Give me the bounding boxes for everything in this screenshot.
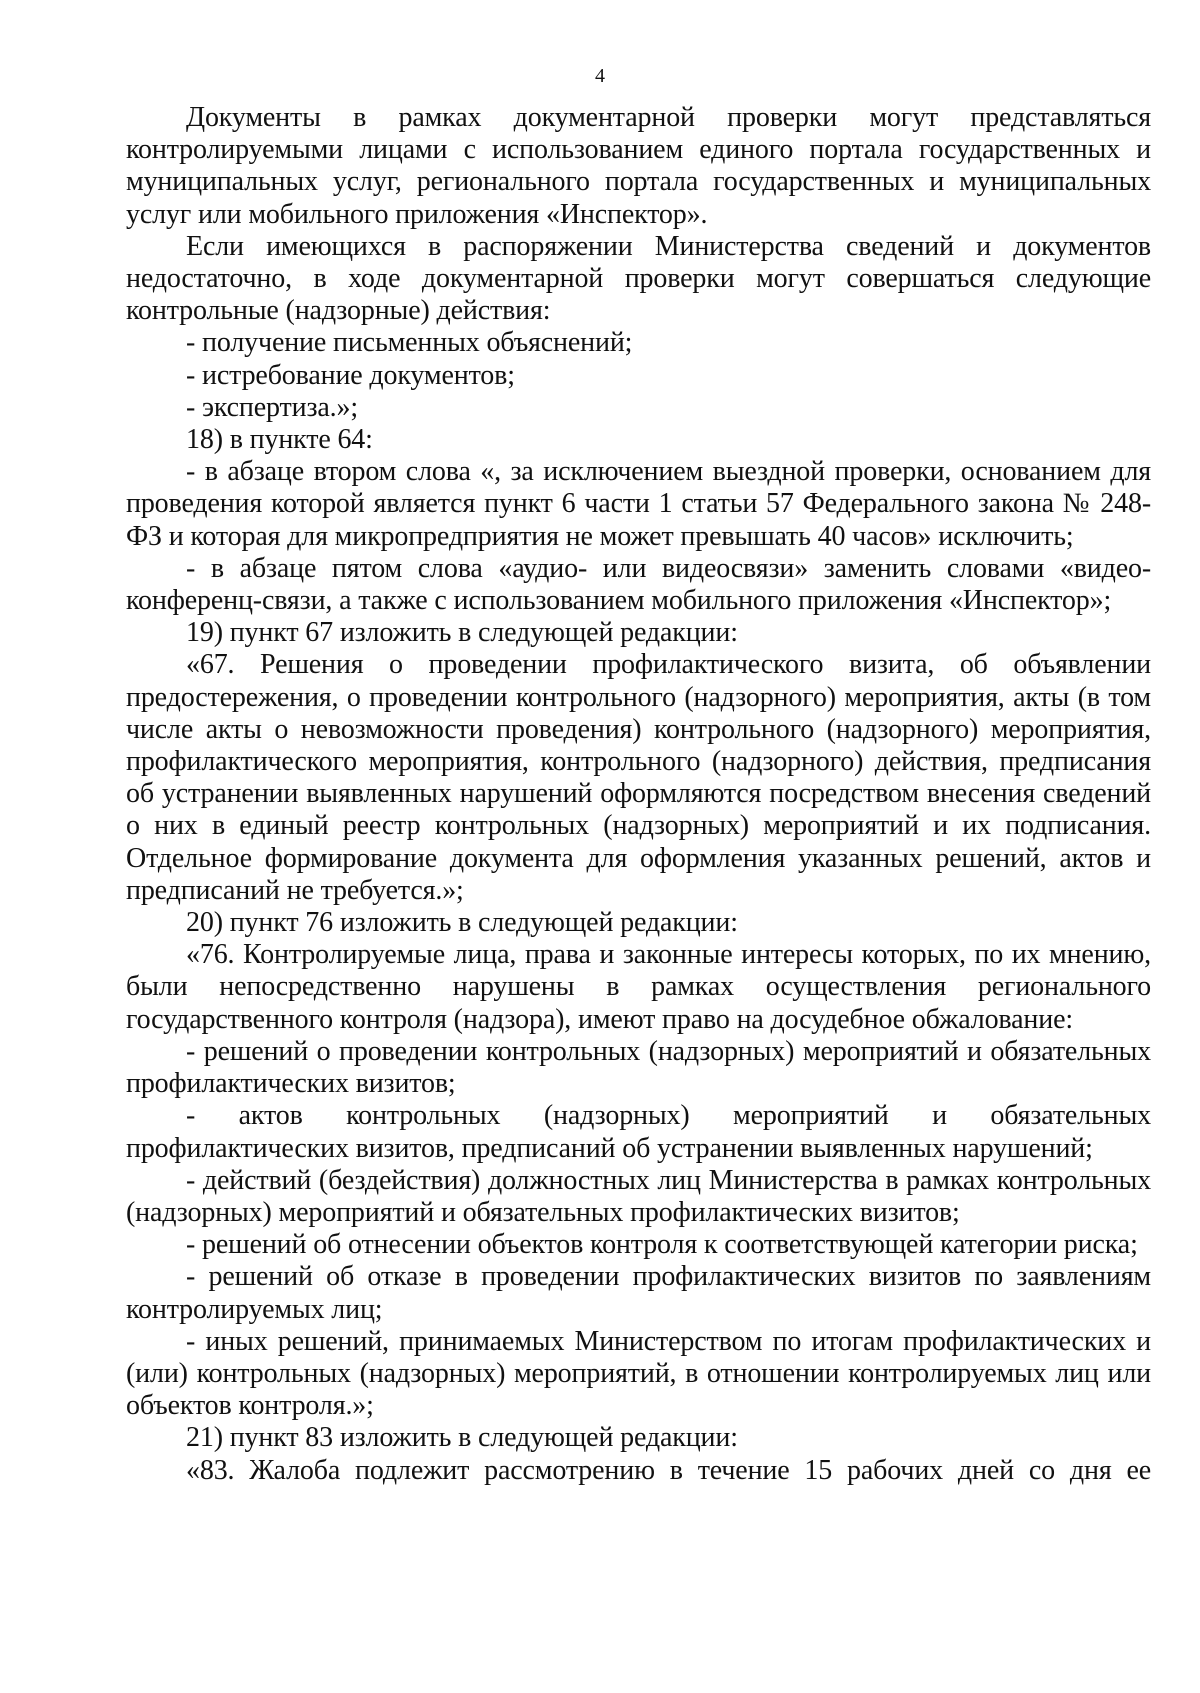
- item-19-heading: 19) пункт 67 изложить в следующей редакции:: [186, 617, 738, 649]
- appeal-item-acts: - актов контрольных (надзорных) мероприятий и обязательных профилактических визитов, предписаний об устранении выявленных нарушений;: [126, 1100, 1151, 1164]
- item-18-heading: 18) в пункте 64:: [186, 424, 373, 456]
- item-20-heading: 20) пункт 76 изложить в следующей редакции:: [186, 907, 738, 939]
- item-21-heading: 21) пункт 83 изложить в следующей редакции:: [186, 1422, 738, 1454]
- appeal-item-risk-category: - решений об отнесении объектов контроля к соответствующей категории риска;: [186, 1229, 1138, 1261]
- appeal-item-other-decisions: - иных решений, принимаемых Министерством по итогам профилактических и (или) контрольных (надзорных) мероприятий, в отношении контролируемых лиц или объектов контроля.»;: [126, 1325, 1151, 1422]
- appeal-item-decisions: - решений о проведении контрольных (надзорных) мероприятий и обязательных профилактических визитов;: [126, 1035, 1151, 1100]
- item-18-fifth-paragraph: - в абзаце пятом слова «аудио- или видеосвязи» заменить словами «видео-конференц-связи, а также с использованием мобильного приложения «Инспектор»;: [126, 552, 1151, 617]
- list-item-expertise: - экспертиза.»;: [186, 391, 358, 423]
- list-item-document-request: - истребование документов;: [186, 359, 515, 391]
- page-number: 4: [595, 65, 605, 87]
- appeal-item-visit-refusal: - решений об отказе в проведении профилактических визитов по заявлениям контролируемых лиц;: [126, 1261, 1151, 1325]
- list-item-written-explanations: - получение письменных объяснений;: [186, 327, 633, 359]
- point-76-text: «76. Контролируемые лица, права и законные интересы которых, по их мнению, были непосредственно нарушены в рамках осуществления регионального государственного контроля (надзора), имеют право на досудебное обжалование:: [126, 939, 1151, 1035]
- point-67-text: «67. Решения о проведении профилактического визита, об объявлении предостережения, о проведении контрольного (надзорного) мероприятия, акты (в том числе акты о невозможности проведения) контрольного (надзорного) мероприятия, профилактического мероприятия, контрольного (надзорного) действия, предписания об устранении выявленных нарушений оформляются посредством внесения сведений о них в единый реестр контрольных (надзорных) мероприятий и их подписания. Отдельное формирование документа для оформления указанных решений, актов и предписаний не требуется.»;: [126, 649, 1151, 906]
- document-body: [126, 102, 1151, 1487]
- paragraph-insufficient-info: Если имеющихся в распоряжении Министерства сведений и документов недостаточно, в ходе документарной проверки могут совершаться следующие контрольные (надзорные) действия:: [126, 230, 1151, 327]
- item-18-second-paragraph: - в абзаце втором слова «, за исключением выездной проверки, основанием для проведения которой является пункт 6 части 1 статьи 57 Федерального закона № 248-ФЗ и которая для микропредприятия не может превышать 40 часов» исключить;: [126, 456, 1151, 552]
- point-83-text: «83. Жалоба подлежит рассмотрению в течение 15 рабочих дней со дня ее: [186, 1454, 1151, 1486]
- appeal-item-actions: - действий (бездействия) должностных лиц Министерства в рамках контрольных (надзорных) мероприятий и обязательных профилактических визитов;: [126, 1164, 1151, 1228]
- paragraph-documents-submission: Документы в рамках документарной проверки могут представляться контролируемыми лицами с использованием единого портала государственных и муниципальных услуг, регионального портала государственных и муниципальных услуг или мобильного приложения «Инспектор».: [126, 102, 1151, 230]
